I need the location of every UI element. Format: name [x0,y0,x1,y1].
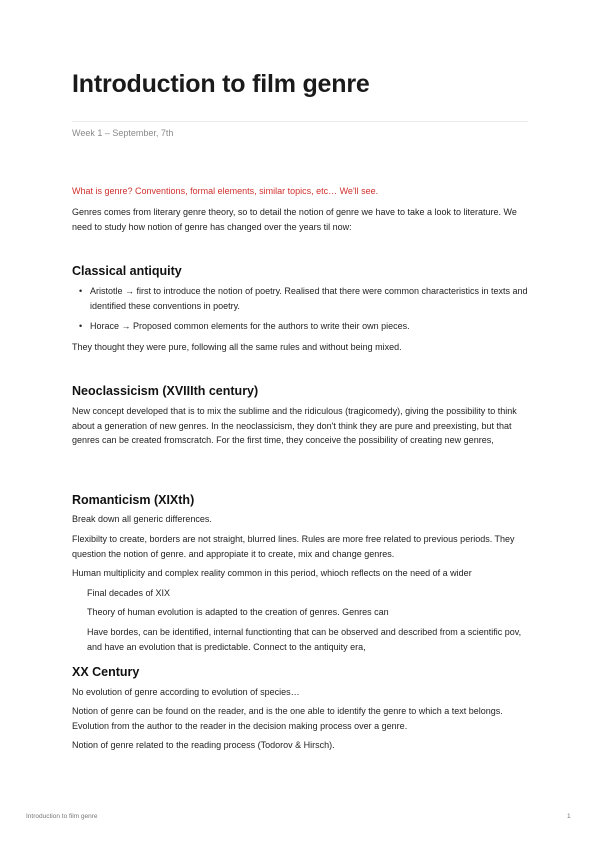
xx-paragraph-2: Notion of genre can be found on the reader, and is the one able to identify the genre to which a text belongs. Evolution from the author to the reader in the decision making process over a genre. [72,706,503,731]
heading-xx-century: XX Century [72,665,140,679]
classical-paragraph: They thought they were pure, following all the same rules and without being mixed. [72,342,402,352]
list-item [72,319,528,334]
indented-line: Final decades of XIX [87,588,171,598]
indented-line: Have bordes, can be identified, internal functionting that can be observed and described from a scientific pov, and have an evolution that is predictable. Connect to the antiquity era, [87,627,522,652]
title-divider [72,121,528,122]
indented-line: Theory of human evolution is adapted to the creation of genres. Genres can [87,607,389,617]
date-subtitle: Week 1 – September, 7th [72,128,174,138]
neoclassicism-paragraph: New concept developed that is to mix the sublime and the ridiculous (tragicomedy), giving the possibility to think about a generation of new genres. In the neoclassicism, they don't think they are pure and preexisting, but that genres can be created fromscratch. For the first time, they conceive the possibility of creating new genres, [72,406,517,445]
page-number: 1 [567,813,571,820]
heading-neoclassicism: Neoclassicism (XVIIIth century) [72,384,259,398]
list-item [72,284,528,313]
intro-question: What is genre? Conventions, formal elements, similar topics, etc… We'll see. [72,186,379,196]
bullet-icon: • [79,286,83,296]
xx-paragraph-3: Notion of genre related to the reading process (Todorov & Hirsch). [72,740,335,750]
intro-paragraph: Genres comes from literary genre theory, so to detail the notion of genre we have to take a look to literature. We need to study how notion of genre has changed over the years til now: [72,207,517,232]
bullet-icon: • [79,321,83,331]
romanticism-paragraph-1: Break down all generic differences. [72,514,212,524]
xx-paragraph-1: No evolution of genre according to evolution of species… [72,687,300,697]
heading-romanticism: Romanticism (XIXth) [72,493,195,507]
romanticism-paragraph-3: Human multiplicity and complex reality common in this period, whioch reflects on the need of a wider [72,568,472,578]
romanticism-paragraph-2: Flexibilty to create, borders are not straight, blurred lines. Rules are more free related to previous periods. They question the notion of genre. and appropiate it to create, mix and change genres. [72,534,515,559]
list-item-text: Aristotle → first to introduce the notion of poetry. Realised that there were common characteristics in texts and identified these conventions in poetry. [90,286,528,311]
footer-title: Introduction to film genre [26,813,98,820]
list-item-text: Horace → Proposed common elements for the authors to write their own pieces. [90,321,410,331]
heading-classical-antiquity: Classical antiquity [72,264,182,278]
page-title: Introduction to film genre [72,70,370,98]
